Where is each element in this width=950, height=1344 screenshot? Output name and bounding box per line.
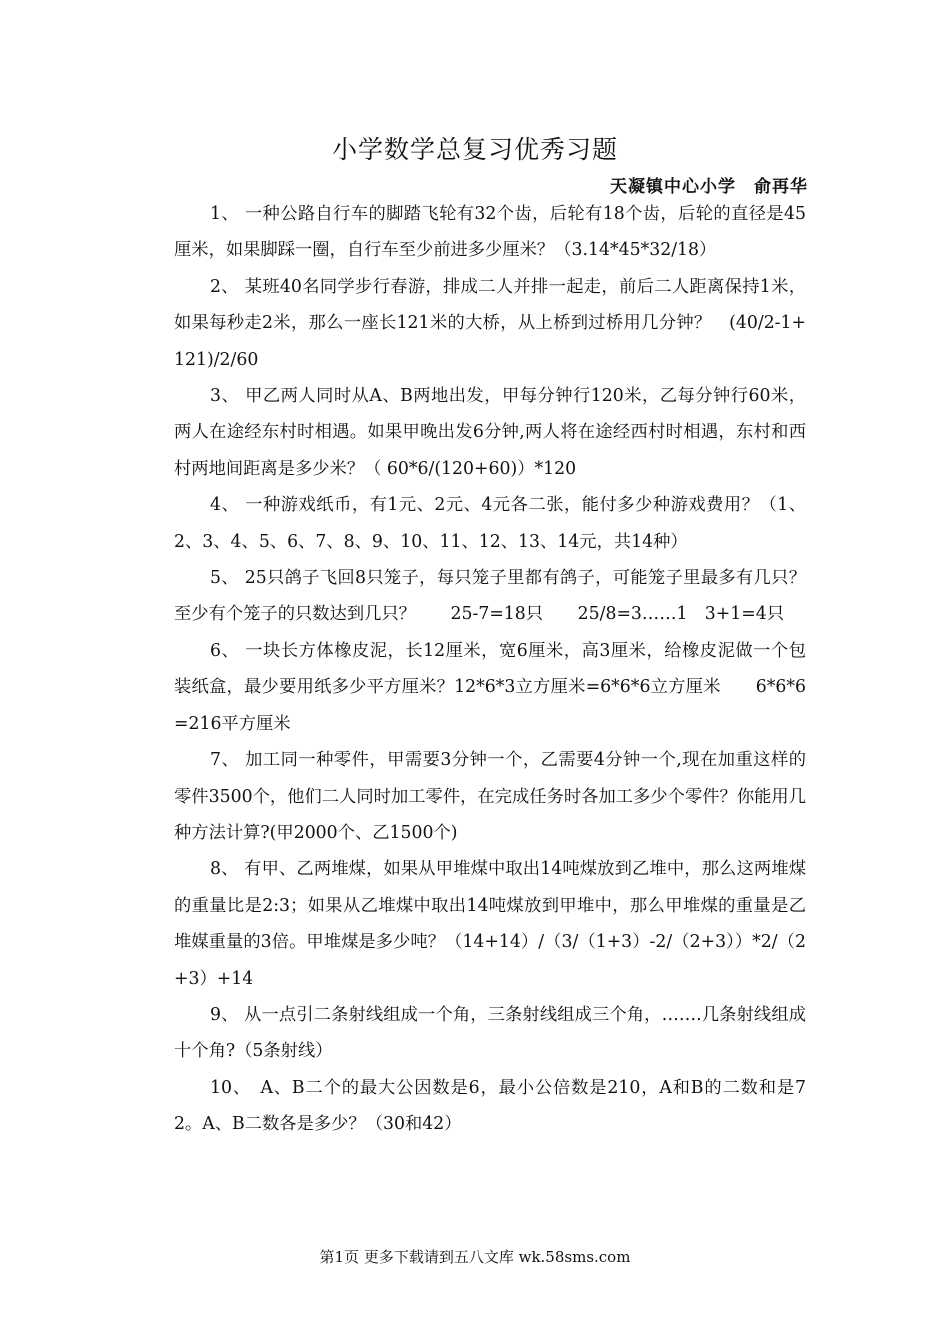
problem-7: 7、 加工同一种零件，甲需要3分钟一个，乙需要4分钟一个,现在加重这样的零件3500个，他们二人同时加工零件，在完成任务时各加工多少个零件？你能用几种方法计算?(甲2000个、乙1500个): [174, 750, 806, 843]
problem-9: 9、 从一点引二条射线组成一个角，三条射线组成三个角，…….几条射线组成十个角?（5条射线）: [174, 1004, 806, 1062]
author-line: 天凝镇中心小学 俞再华: [610, 177, 808, 197]
problem-2: 2、 某班40名同学步行春游，排成二人并排一起走，前后二人距离保持1米，如果每秒走2米，那么一座长121米的大桥，从上桥到过桥用几分钟？ (40/2-1+121)/2/60: [174, 276, 806, 370]
problem-1: 1、 一种公路自行车的脚踏飞轮有32个齿，后轮有18个齿，后轮的直径是45厘米，如果脚踩一圈，自行车至少前进多少厘米？（3.14*45*32/18）: [174, 204, 806, 261]
problem-4: 4、 一种游戏纸币，有1元、2元、4元各二张，能付多少种游戏费用？（1、2、3、4、5、6、7、8、9、10、11、12、13、14元，共14种）: [174, 495, 806, 552]
page-title: 小学数学总复习优秀习题: [331, 135, 618, 164]
problem-list: [174, 196, 806, 1143]
problem-5: 5、 25只鸽子飞回8只笼子，每只笼子里都有鸽子，可能笼子里最多有几只？至少有个笼子的只数达到几只？ 25-7=18只 25/8=3……1 3+1=4只: [174, 568, 806, 625]
problem-3: 3、 甲乙两人同时从A、B两地出发，甲每分钟行120米，乙每分钟行60米，两人在途经东村时相遇。如果甲晚出发6分钟,两人将在途经西村时相遇，东村和西村两地间距离是多少米？（ 60*6/(120+60)）*120: [174, 386, 806, 479]
page-footer: 第1页 更多下载请到五八文库 wk.58sms.com: [319, 1248, 631, 1266]
problem-6: 6、 一块长方体橡皮泥，长12厘米，宽6厘米，高3厘米，给橡皮泥做一个包装纸盒，最少要用纸多少平方厘米？12*6*3立方厘米=6*6*6立方厘米 6*6*6=216平方厘米: [174, 640, 806, 734]
problem-8: 8、 有甲、乙两堆煤，如果从甲堆煤中取出14吨煤放到乙堆中，那么这两堆煤的重量比是2:3；如果从乙堆煤中取出14吨煤放到甲堆中，那么甲堆煤的重量是乙堆媒重量的3倍。甲堆煤是多少吨？（14+14）/（3/（1+3）-2/（2+3））*2/（2+3）+14: [174, 859, 806, 989]
problem-10: 10、 A、B二个的最大公因数是6，最小公倍数是210，A和B的二数和是72。A、B二数各是多少？（30和42）: [174, 1077, 806, 1135]
